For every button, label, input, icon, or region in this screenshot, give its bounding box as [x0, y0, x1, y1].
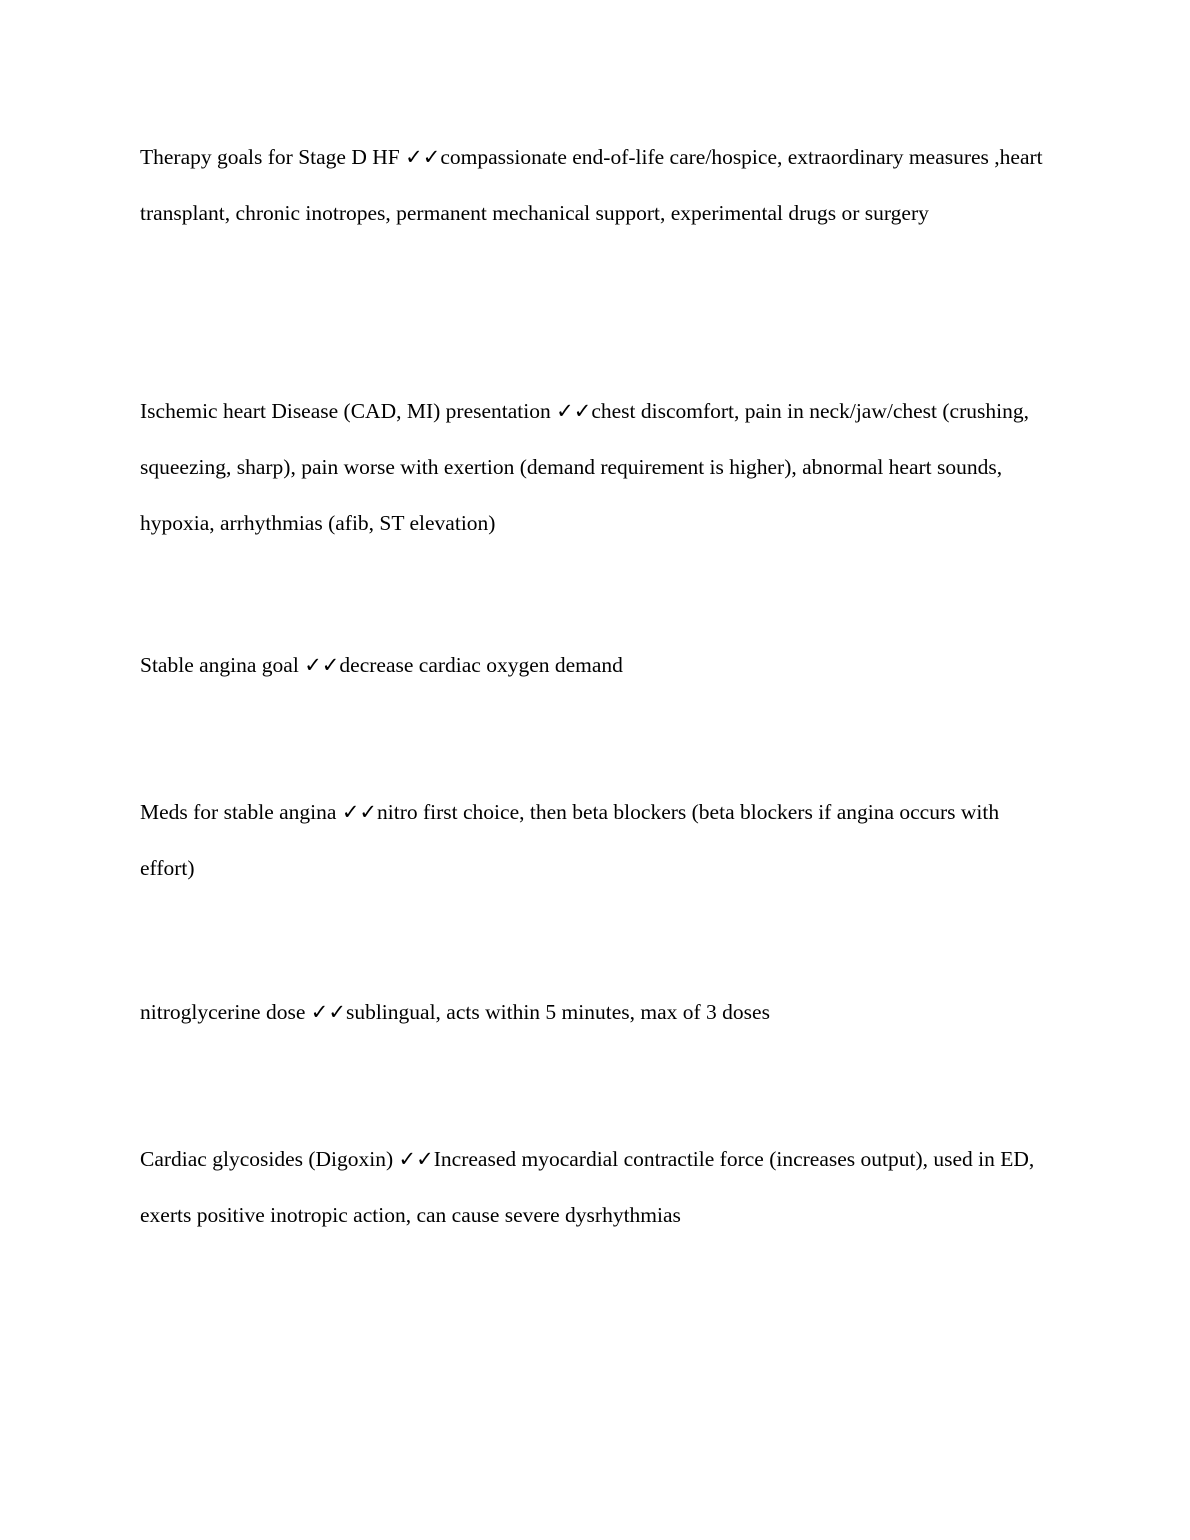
flashcard-entry	[140, 637, 1055, 693]
entry-term: Meds for stable angina	[140, 800, 337, 824]
entry-definition: compassionate end-of-life care/hospice, extraordinary measures ,heart transplant, chronic inotropes, permanent mechanical support, experimental drugs or surgery	[140, 145, 1043, 225]
entry-definition: chest discomfort, pain in neck/jaw/chest (crushing, squeezing, sharp), pain worse with exertion (demand requirement is higher), abnormal heart sounds, hypoxia, arrhythmias (afib, ST elevation)	[140, 399, 1029, 535]
flashcard-entry	[140, 1131, 1055, 1243]
flashcard-entry	[140, 129, 1055, 241]
double-check-icon: ✓✓	[310, 1000, 346, 1024]
double-check-icon: ✓✓	[398, 1147, 434, 1171]
flashcard-entry	[140, 984, 1055, 1040]
double-check-icon: ✓✓	[405, 145, 441, 169]
entry-term: Stable angina goal	[140, 653, 299, 677]
flashcard-entry	[140, 383, 1055, 551]
entry-definition: nitro first choice, then beta blockers (beta blockers if angina occurs with effort)	[140, 800, 1000, 880]
double-check-icon: ✓✓	[341, 800, 378, 824]
entry-term: Therapy goals for Stage D HF	[140, 145, 400, 169]
flashcard-entry	[140, 784, 1055, 896]
entry-definition: sublingual, acts within 5 minutes, max of 3 doses	[345, 1000, 770, 1024]
entry-term: nitroglycerine dose	[140, 1000, 306, 1024]
entry-term: Cardiac glycosides (Digoxin)	[140, 1147, 394, 1171]
entry-term: Ischemic heart Disease (CAD, MI) presentation	[140, 399, 551, 423]
double-check-icon: ✓✓	[304, 653, 340, 677]
entry-definition: Increased myocardial contractile force (increases output), used in ED, exerts positive inotropic action, can cause severe dysrhythmias	[140, 1147, 1035, 1227]
entry-definition: decrease cardiac oxygen demand	[339, 653, 623, 677]
double-check-icon: ✓✓	[556, 399, 592, 423]
